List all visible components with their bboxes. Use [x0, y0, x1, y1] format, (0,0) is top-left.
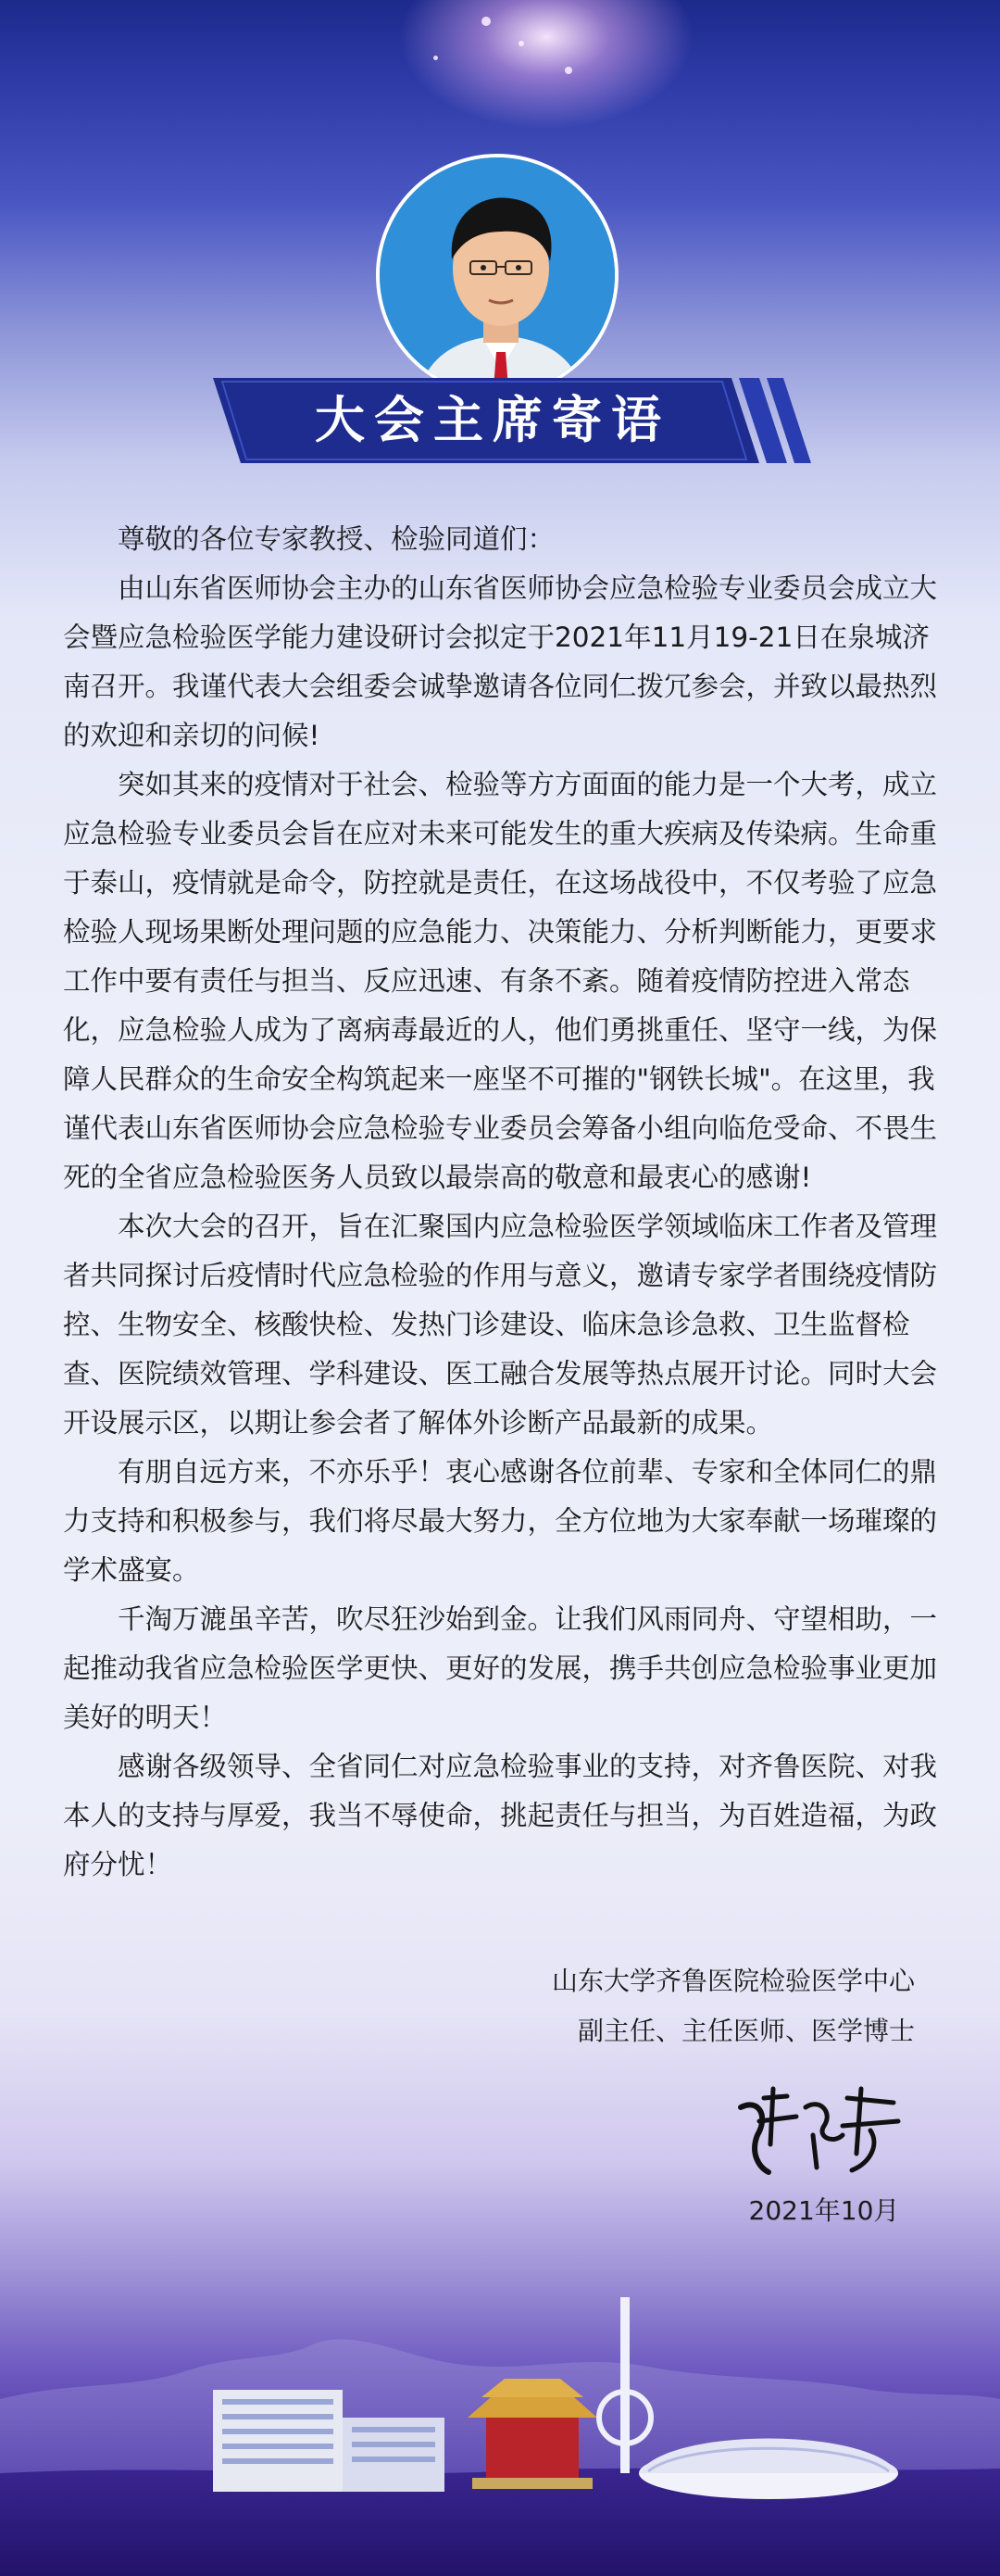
signature-org: 山东大学齐鲁医院检验医学中心: [551, 1966, 915, 1996]
letter-greeting: 尊敬的各位专家教授、检验同道们：: [118, 523, 556, 555]
letter-paragraph: 千淘万漉虽辛苦，吹尽狂沙始到金。让我们风雨同舟、守望相助，一起推动我省应急检验医学更快、更好的发展，携手共创应急检验事业更加美好的明天！: [63, 1603, 938, 1733]
letter-paragraph: 突如其来的疫情对于社会、检验等方方面面的能力是一个大考，成立应急检验专业委员会旨在应对未来可能发生的重大疾病及传染病。生命重于泰山，疫情就是命令，防控就是责任，在这场战役中，不仅考验了应急检验人现场果断处理问题的应急能力、决策能力、分析判断能力，更要求工作中要有责任与担当、反应迅速、有条不紊。随着疫情防控进入常态化，应急检验人成为了离病毒最近的人，他们勇挑重任、坚守一线，为保障人民群众的生命安全构筑起来一座坚不可摧的"钢铁长城"。在这里，我谨代表山东省医师协会应急检验专业委员会筹备小组向临危受命、不畏生死的全省应急检验医务人员致以最崇高的敬意和最衷心的感谢!: [63, 769, 938, 1193]
letter-date: 2021年10月: [748, 2195, 900, 2226]
portrait-illustration: [380, 157, 619, 396]
signature-block: [396, 1956, 915, 2056]
title-banner: [213, 378, 815, 463]
letter-body: [63, 515, 943, 1890]
sparkle: [519, 41, 524, 46]
sparkle: [433, 56, 438, 60]
sparkle: [481, 17, 491, 26]
letter-paragraph: 感谢各级领导、全省同仁对应急检验事业的支持，对齐鲁医院、对我本人的支持与厚爱，我当不辱使命，挑起责任与担当，为百姓造福，为政府分忧！: [63, 1751, 938, 1880]
chair-portrait: [376, 154, 619, 396]
handwritten-signature: [731, 2080, 907, 2181]
signature-titles: 副主任、主任医师、医学博士: [577, 2016, 915, 2046]
city-skyline-illustration: [0, 2288, 1000, 2576]
page-title: 大会主席寄语: [315, 391, 670, 449]
letter-paragraph: 本次大会的召开，旨在汇聚国内应急检验医学领域临床工作者及管理者共同探讨后疫情时代应急检验的作用与意义，邀请专家学者围绕疫情防控、生物安全、核酸快检、发热门诊建设、临床急诊急救、卫生监督检查、医院绩效管理、学科建设、医工融合发展等热点展开讨论。同时大会开设展示区，以期让参会者了解体外诊断产品最新的成果。: [63, 1211, 938, 1439]
top-light-glow: [398, 0, 694, 130]
sparkle: [565, 67, 572, 74]
letter-paragraph: 由山东省医师协会主办的山东省医师协会应急检验专业委员会成立大会暨应急检验医学能力建设研讨会拟定于2021年11月19-21日在泉城济南召开。我谨代表大会组委会诚挚邀请各位同仁拨冗参会，并致以最热烈的欢迎和亲切的问候!: [63, 572, 938, 751]
letter-paragraph: 有朋自远方来，不亦乐乎！衷心感谢各位前辈、专家和全体同仁的鼎力支持和积极参与，我们将尽最大努力，全方位地为大家奉献一场璀璨的学术盛宴。: [63, 1456, 938, 1586]
